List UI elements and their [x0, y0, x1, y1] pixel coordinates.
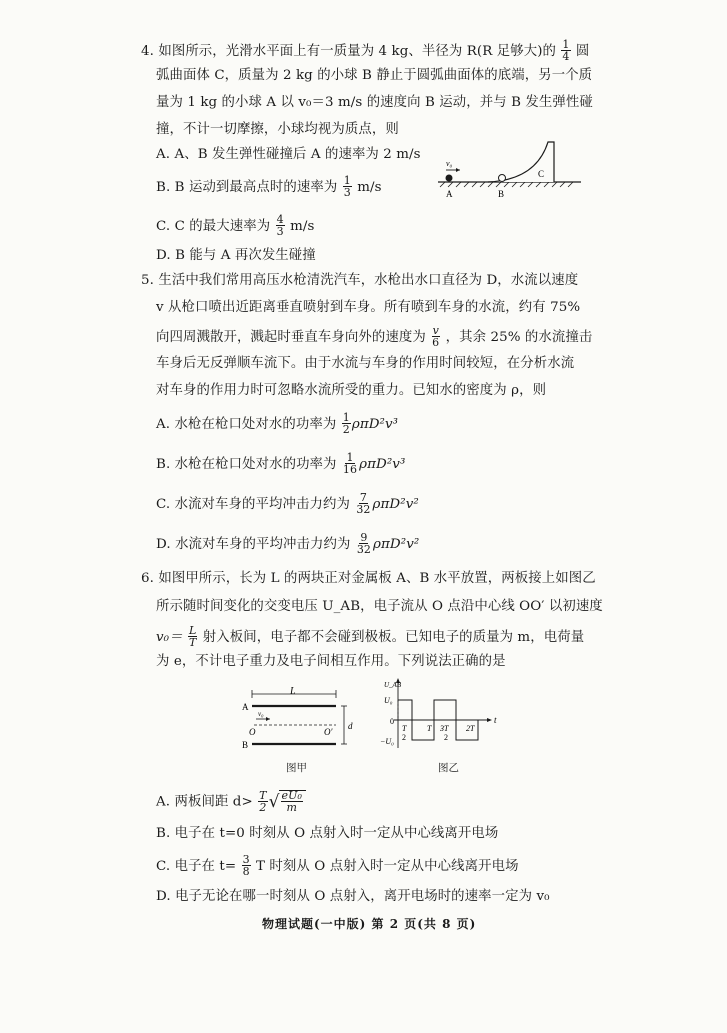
q5-frac-den: 6 [432, 336, 440, 349]
q6-c-den: 8 [242, 865, 250, 878]
q6-c-num: 3 [242, 853, 250, 866]
q4-option-c-text: C. C 的最大速率为 [156, 219, 271, 234]
tick-2t: 2T [466, 724, 475, 733]
q6-a-text: A. 两板间距 d> [156, 794, 253, 810]
label-b: B [498, 189, 505, 199]
t-axis-label: t [494, 715, 497, 725]
q4-option-a: A. A、B 发生弹性碰撞后 A 的速率为 2 m/s [156, 147, 421, 162]
q5-c-frac [355, 492, 371, 515]
q4-option-b-frac [343, 175, 352, 198]
q5-line2: v 从枪口喷出近距离垂直喷射到车身。所有喷到车身的水流，约有 75% [156, 300, 581, 315]
q4-line1-end: 圆 [575, 44, 590, 59]
uab-label: U_AB [384, 681, 402, 689]
q5-c-num: 7 [359, 491, 367, 504]
q5-d-den: 32 [356, 543, 372, 556]
q6-line4: 为 e，不计电子重力及电子间相互作用。下列说法正确的是 [156, 654, 506, 669]
q5-line1: 5. 生活中我们常用高压水枪清洗汽车，水枪出水口直径为 D，水流以速度 [141, 273, 579, 288]
q6-c-frac [242, 854, 251, 877]
q6-c-text: C. 电子在 t= [156, 859, 237, 874]
tick-3half-t-num: 3T [440, 724, 449, 733]
q4-option-c-unit: m/s [290, 219, 315, 234]
q4-b-den: 3 [343, 186, 351, 199]
label-v0: v₀ [446, 159, 453, 168]
neg-u0-label: −U₀ [380, 737, 394, 746]
q5-option-b [156, 453, 405, 476]
label-c: C [538, 169, 545, 179]
q5-line3-end: ，其余 25% 的水流撞击 [445, 330, 593, 345]
q6-frac-den: T [188, 636, 197, 649]
q6-line2: 所示随时间变化的交变电压 U_AB，电子流从 O 点沿中心线 OO′ 以初速度 [156, 599, 603, 614]
tick-3half-t-den: 2 [444, 733, 448, 742]
u0-label: U₀ [384, 696, 393, 705]
q6-option-d: D. 电子无论在哪一时刻从 O 点射入，离开电场时的速率一定为 v₀ [156, 889, 550, 904]
q6-a-den: 2 [259, 800, 267, 814]
q6-a-sqrt-den: m [286, 801, 298, 814]
q4-option-d: D. B 能与 A 再次发生碰撞 [156, 248, 316, 263]
q4-frac-den: 4 [562, 50, 570, 63]
q5-a-num: 1 [342, 411, 350, 424]
q6-line3-v0: v₀＝ [156, 630, 183, 645]
q5-b-expr: ρπD²v³ [359, 457, 406, 472]
q5-line3-text: 向四周溅散开，溅起时垂直车身向外的速度为 [156, 330, 426, 345]
gap-label: d [348, 721, 353, 731]
q5-a-den: 2 [342, 423, 350, 436]
q5-c-text: C. 水流对车身的平均冲击力约为 [156, 497, 350, 512]
ball-b [499, 175, 506, 182]
q4-option-b [156, 176, 382, 199]
q6-c-text-end: T 时刻从 O 点射入时一定从中心线离开电场 [256, 859, 519, 874]
arc-body-c [488, 142, 554, 182]
q6-a-sqrt-num: eU₀ [281, 789, 303, 802]
figure-yi-caption: 图乙 [438, 762, 459, 774]
v0-label: v₀ [258, 710, 264, 718]
q6-option-c [156, 855, 519, 878]
q5-b-frac [342, 452, 358, 475]
page-footer: 物理试题(一中版) 第 2 页(共 8 页) [262, 917, 477, 931]
q4-c-num: 4 [276, 213, 284, 226]
length-label: L [290, 686, 296, 697]
q5-option-a [156, 413, 398, 436]
q5-line5: 对车身的作用力时可忽略水流所受的重力。已知水的密度为 ρ，则 [156, 383, 547, 398]
q5-b-den: 16 [342, 463, 358, 476]
q5-line4: 车身后无反弹顺车流下。由于水流与车身的作用时间较短，在分析水流 [156, 356, 575, 371]
origin-label: 0 [390, 717, 394, 726]
q5-a-frac [342, 412, 351, 435]
q6-option-a [156, 790, 306, 814]
q6-figure-yi [378, 676, 508, 758]
q4-collision-figure [436, 140, 586, 202]
q5-frac-num: v [432, 324, 439, 337]
plate-a-label: A [242, 702, 249, 712]
q4-option-b-text: B. B 运动到最高点时的速率为 [156, 180, 338, 195]
figure-jia-caption: 图甲 [286, 762, 307, 774]
q4-option-c [156, 215, 314, 238]
q6-a-num: T [259, 788, 267, 802]
label-a: A [446, 189, 453, 199]
q5-option-d [156, 533, 419, 556]
q4-fraction [561, 39, 570, 62]
q4-c-den: 3 [276, 225, 284, 238]
q4-frac-num: 1 [562, 38, 570, 51]
q6-a-frac [258, 790, 267, 813]
tick-t: T [427, 724, 432, 733]
q5-line3 [156, 326, 592, 349]
q5-d-expr: ρπD²v² [373, 537, 420, 552]
tick-half-t-num: T [402, 724, 407, 733]
q5-b-num: 1 [346, 451, 354, 464]
q6-line3-text: 射入板间，电子都不会碰到极板。已知电子的质量为 m，电荷量 [202, 630, 585, 645]
sqrt-symbol: √ [268, 792, 280, 812]
q5-c-den: 32 [356, 503, 371, 516]
q5-d-frac [356, 532, 372, 555]
q4-option-b-unit: m/s [357, 180, 382, 195]
q5-c-expr: ρπD²v² [372, 497, 419, 512]
q5-a-expr: ρπD²v³ [351, 417, 399, 432]
q5-b-text: B. 水枪在枪口处对水的功率为 [156, 457, 337, 472]
point-o-prime: O′ [324, 727, 333, 737]
q5-line3-frac [431, 325, 440, 348]
q6-line1: 6. 如图甲所示，长为 L 的两块正对金属板 A、B 水平放置，两板接上如图乙 [141, 571, 596, 586]
q4-line3: 量为 1 kg 的小球 A 以 v₀＝3 m/s 的速度向 B 运动，并与 B 发生弹性碰 [156, 95, 593, 110]
q6-frac-num: L [189, 624, 197, 637]
point-o: O [249, 727, 256, 737]
q4-line1 [141, 40, 589, 63]
q6-a-radicand [279, 790, 307, 814]
q6-line3-frac [188, 625, 197, 648]
q5-d-text: D. 水流对车身的平均冲击力约为 [156, 537, 351, 552]
q4-b-num: 1 [343, 174, 351, 187]
tick-half-t-den: 2 [402, 733, 406, 742]
q6-option-b: B. 电子在 t=0 时刻从 O 点射入时一定从中心线离开电场 [156, 826, 499, 841]
q4-line1-text: 4. 如图所示，光滑水平面上有一质量为 4 kg、半径为 R(R 足够大)的 [141, 44, 557, 59]
plate-b-label: B [242, 740, 249, 750]
ball-a [446, 175, 453, 182]
q4-line2: 弧曲面体 C，质量为 2 kg 的小球 B 静止于圆弧曲面体的底端，另一个质 [156, 68, 593, 83]
q4-line4: 撞，不计一切摩擦，小球均视为质点，则 [156, 122, 399, 137]
q5-d-num: 9 [360, 531, 368, 544]
q5-a-text: A. 水枪在枪口处对水的功率为 [156, 417, 337, 432]
q4-option-c-frac [276, 214, 285, 237]
q5-option-c [156, 493, 419, 516]
q6-line3 [156, 626, 584, 649]
